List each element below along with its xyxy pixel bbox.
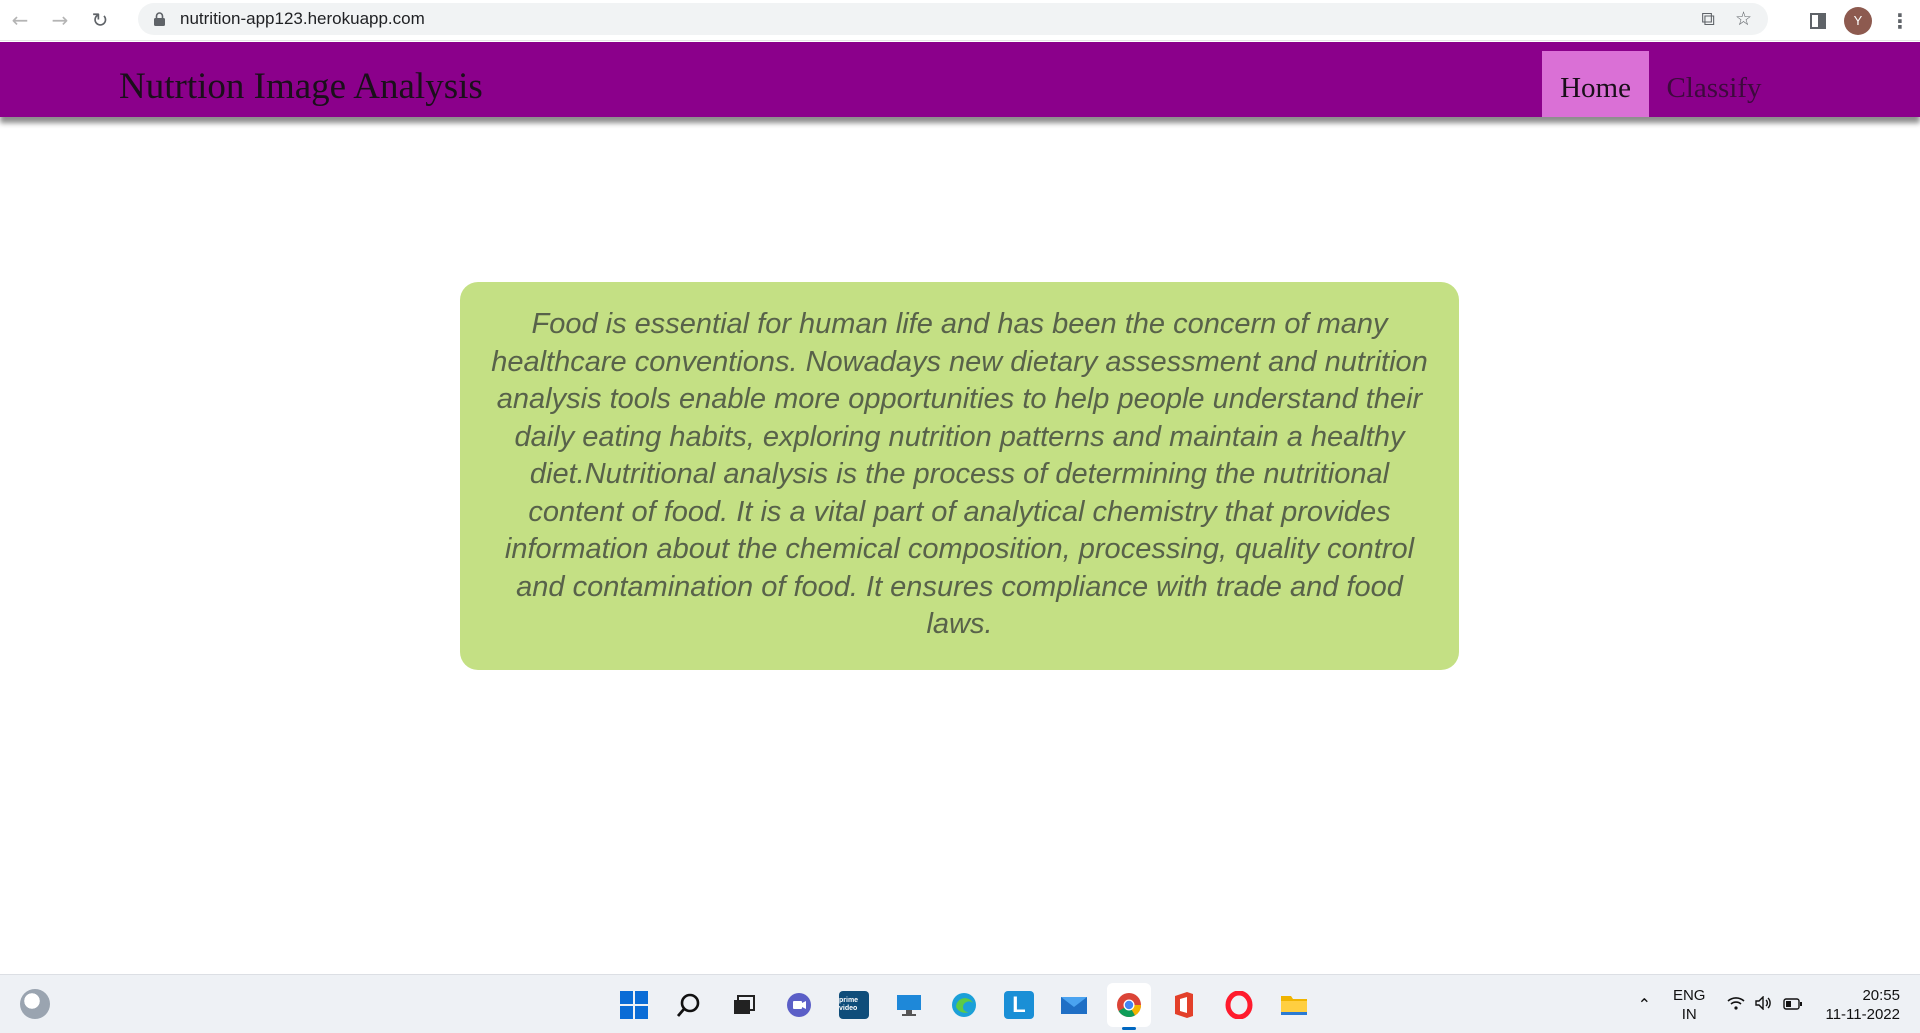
intro-text: Food is essential for human life and has been the concern of many healthcare conventions. Nowadays new dietary assessment and nutrition analysis tools enable more opportunities to help people understand their daily eating habits, exploring nutrition patterns and maintain a healthy diet.Nutritional analysis is the process of determining the nutritional content of food. It is a vital part of analytical chemistry that provides information about the chemical composition, processing, quality control and contamination of food. It ensures compliance with trade and food laws. [491, 308, 1428, 640]
file-explorer-icon[interactable] [1272, 983, 1316, 1027]
intro-card [460, 282, 1459, 670]
taskbar [0, 974, 1920, 1033]
search-icon[interactable] [667, 983, 711, 1027]
show-hidden-icons-icon[interactable]: ⌃ [1637, 995, 1651, 1014]
start-icon[interactable] [612, 983, 656, 1027]
weather-widget-icon[interactable] [20, 989, 50, 1019]
mail-icon[interactable] [1052, 983, 1096, 1027]
taskbar-apps [612, 983, 1316, 1027]
url-text[interactable]: nutrition-app123.herokuapp.com [180, 9, 425, 28]
nav-links [1542, 51, 1920, 117]
browser-toolbar [0, 0, 1920, 41]
avatar[interactable]: Y [1844, 7, 1872, 35]
chrome-icon[interactable] [1107, 983, 1151, 1027]
prime-video-icon[interactable]: prime video [832, 983, 876, 1027]
clock-time: 20:55 [1862, 986, 1900, 1004]
brand-title[interactable]: Nutrtion Image Analysis [119, 66, 483, 107]
system-tray[interactable] [1727, 995, 1803, 1014]
battery-icon[interactable] [1783, 995, 1803, 1014]
clock-date: 11-11-2022 [1825, 1005, 1900, 1023]
lens-icon[interactable]: L [997, 983, 1041, 1027]
office-icon[interactable] [1162, 983, 1206, 1027]
clock[interactable] [1825, 986, 1900, 1024]
side-panel-icon[interactable] [1810, 13, 1826, 29]
back-icon[interactable]: ← [11, 8, 29, 32]
remote-desktop-icon[interactable] [887, 983, 931, 1027]
bookmark-star-icon[interactable]: ☆ [1734, 8, 1752, 30]
language-indicator[interactable] [1673, 986, 1706, 1024]
lock-icon[interactable] [150, 12, 168, 26]
language-code: ENG [1672, 986, 1706, 1004]
region-code: IN [1681, 1005, 1697, 1023]
volume-icon[interactable] [1755, 995, 1773, 1014]
wifi-icon[interactable] [1727, 995, 1745, 1014]
share-icon[interactable]: ⧉ [1701, 8, 1715, 30]
nav-classify-link[interactable]: Classify [1666, 71, 1762, 104]
address-bar[interactable] [138, 3, 1768, 35]
nav-home-link[interactable]: Home [1542, 51, 1649, 117]
opera-icon[interactable] [1217, 983, 1261, 1027]
app-navbar [0, 42, 1920, 117]
chat-icon[interactable] [777, 983, 821, 1027]
task-view-icon[interactable] [722, 983, 766, 1027]
forward-icon[interactable]: → [51, 8, 69, 32]
kebab-menu-icon[interactable]: ⋮ [1890, 8, 1910, 33]
edge-icon[interactable] [942, 983, 986, 1027]
reload-icon[interactable]: ↻ [91, 8, 109, 32]
